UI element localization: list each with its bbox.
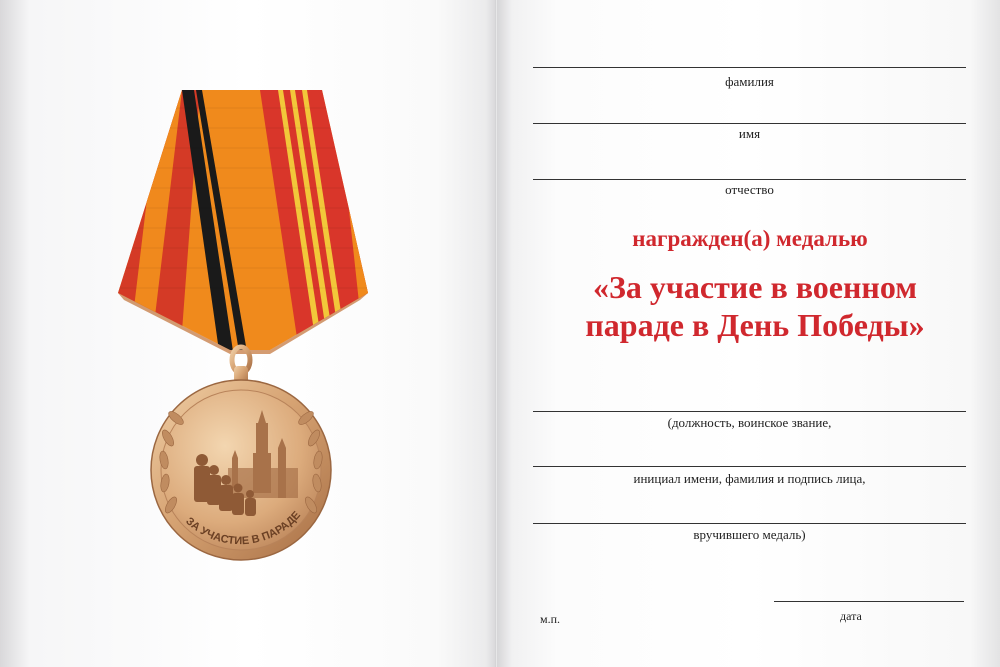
name-caption: имя — [738, 126, 761, 141]
stamp-caption: м.п. — [540, 612, 561, 626]
presenter-caption-2: инициал имени, фамилия и подпись лица, — [633, 471, 866, 486]
medal-title-line-1: «За участие в военном — [592, 269, 918, 305]
presenter-line-1[interactable] — [533, 411, 966, 412]
presenter-line-3[interactable] — [533, 523, 966, 524]
surname-caption: фамилия — [725, 74, 774, 89]
medal-ribbon — [110, 88, 380, 358]
surname-line[interactable] — [533, 67, 966, 68]
name-line[interactable] — [533, 123, 966, 124]
awarded-text: награжден(а) медалью — [632, 226, 868, 251]
medal-inscription: ЗА УЧАСТИЕ В ПАРАДЕ — [183, 509, 303, 548]
medal-title — [520, 268, 990, 344]
left-page — [0, 0, 496, 667]
presenter-caption-3: вручившего медаль) — [693, 527, 806, 542]
date-caption: дата — [840, 609, 862, 623]
presenter-caption-1: (должность, воинское звание, — [667, 415, 832, 430]
medal-image — [110, 88, 380, 588]
presenter-line-2[interactable] — [533, 466, 966, 467]
date-line[interactable] — [774, 601, 964, 602]
medal-title-line-2: параде в День Победы» — [585, 307, 925, 343]
patronymic-line[interactable] — [533, 179, 966, 180]
patronymic-caption: отчество — [725, 182, 774, 197]
